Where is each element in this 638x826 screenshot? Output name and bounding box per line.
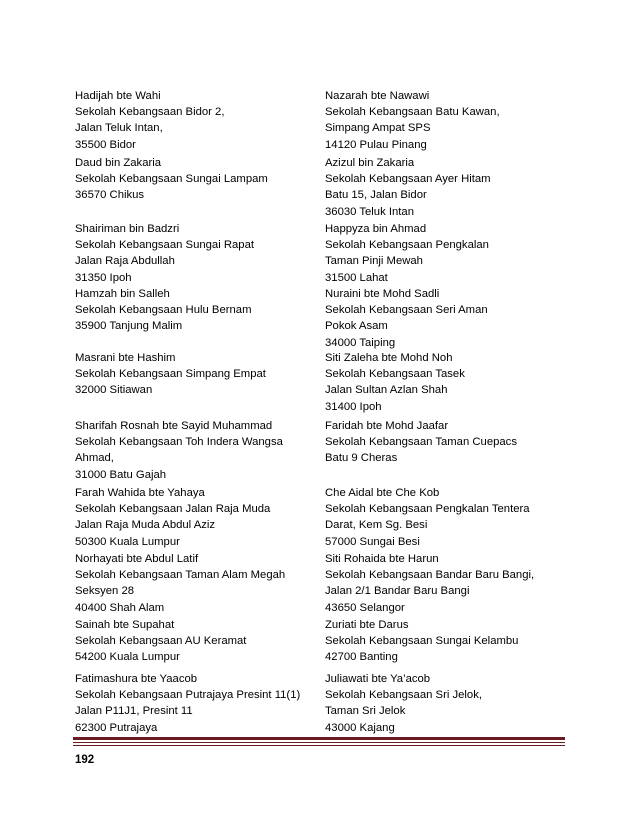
entry-address-line: Ahmad, — [75, 452, 114, 465]
entry-school: Sekolah Kebangsaan Ayer Hitam — [325, 173, 491, 186]
address-entry — [75, 485, 315, 550]
address-entry — [75, 551, 315, 616]
entry-school: Sekolah Kebangsaan Seri Aman — [325, 304, 488, 317]
entry-address-line: 31500 Lahat — [325, 271, 388, 284]
address-entry — [75, 286, 315, 335]
address-entry — [325, 485, 575, 550]
entry-address-line: Seksyen 28 — [75, 585, 135, 598]
entry-address-line: Jalan Raja Muda Abdul Aziz — [75, 519, 216, 532]
address-entry — [75, 617, 315, 666]
entry-name: Nazarah bte Nawawi — [325, 90, 430, 102]
entry-school: Sekolah Kebangsaan Bandar Baru Bangi, — [325, 569, 535, 582]
entry-school: Sekolah Kebangsaan Sungai Kelambu — [325, 635, 519, 648]
entry-name: Shairiman bin Badzri — [75, 223, 180, 235]
entry-school: Sekolah Kebangsaan Sungai Rapat — [75, 239, 255, 252]
address-entry — [325, 221, 575, 286]
entry-address-line: 31000 Batu Gajah — [75, 468, 167, 481]
address-entry — [325, 88, 575, 153]
entry-name: Farah Wahida bte Yahaya — [75, 487, 205, 499]
address-entry — [75, 350, 315, 399]
entry-name: Hadijah bte Wahi — [75, 90, 161, 102]
address-entry — [325, 286, 575, 351]
entry-address-line: 34000 Taiping — [325, 336, 396, 349]
entry-address-line: Taman Pinji Mewah — [325, 255, 423, 268]
entry-name: Azizul bin Zakaria — [325, 157, 415, 169]
entry-name: Siti Zaleha bte Mohd Noh — [325, 352, 453, 364]
entry-school: Sekolah Kebangsaan Simpang Empat — [75, 368, 266, 381]
page-number: 192 — [75, 754, 95, 766]
entry-school: Sekolah Kebangsaan Taman Cuepacs — [325, 436, 517, 449]
entry-address-line: 14120 Pulau Pinang — [325, 138, 427, 151]
entry-school: Sekolah Kebangsaan Batu Kawan, — [325, 106, 500, 119]
entry-address-line: 31400 Ipoh — [325, 400, 382, 413]
entry-name: Hamzah bin Salleh — [75, 288, 170, 300]
entry-address-line: 35500 Bidor — [75, 138, 136, 151]
entry-name: Siti Rohaida bte Harun — [325, 553, 439, 565]
entry-school: Sekolah Kebangsaan Pengkalan — [325, 239, 489, 252]
entry-name: Happyza bin Ahmad — [325, 223, 427, 235]
entry-school: Sekolah Kebangsaan Sungai Lampam — [75, 173, 268, 186]
entry-address-line: 42700 Banting — [325, 651, 398, 664]
entry-address-line: 31350 Ipoh — [75, 271, 132, 284]
address-entry — [325, 617, 575, 666]
entry-address-line: 35900 Tanjung Malim — [75, 320, 183, 333]
address-entry — [75, 671, 315, 736]
entry-address-line: 36030 Teluk Intan — [325, 205, 414, 218]
entry-school: Sekolah Kebangsaan Hulu Bernam — [75, 304, 252, 317]
entry-school: Sekolah Kebangsaan Putrajaya Presint 11(1) — [75, 689, 301, 702]
entry-address-line: Jalan Sultan Azlan Shah — [325, 384, 448, 397]
entry-school: Sekolah Kebangsaan Tasek — [325, 368, 465, 381]
entry-address-line: Jalan P11J1, Presint 11 — [75, 705, 193, 718]
entry-address-line: 50300 Kuala Lumpur — [75, 535, 180, 548]
entry-address-line: 32000 Sitiawan — [75, 384, 153, 397]
footer-rule-thin — [73, 742, 565, 743]
entry-school: Sekolah Kebangsaan Taman Alam Megah — [75, 569, 286, 582]
entry-address-line: Jalan Teluk Intan, — [75, 122, 163, 135]
entry-address-line: 40400 Shah Alam — [75, 601, 165, 614]
entry-name: Zuriati bte Darus — [325, 619, 409, 631]
entry-address-line: Darat, Kem Sg. Besi — [325, 519, 428, 532]
entry-school: Sekolah Kebangsaan Jalan Raja Muda — [75, 503, 271, 516]
address-entry — [325, 551, 575, 616]
entry-name: Che Aidal bte Che Kob — [325, 487, 440, 499]
address-entry — [325, 671, 575, 736]
entry-address-line: 36570 Chikus — [75, 189, 145, 202]
address-entry — [325, 418, 575, 467]
entry-school: Sekolah Kebangsaan Toh Indera Wangsa — [75, 436, 283, 449]
address-entry — [325, 155, 575, 220]
entry-address-line: Simpang Ampat SPS — [325, 122, 431, 135]
entry-address-line: 43000 Kajang — [325, 721, 395, 734]
entry-address-line: Jalan Raja Abdullah — [75, 255, 175, 268]
entry-address-line: Batu 9 Cheras — [325, 452, 398, 465]
entry-address-line: 43650 Selangor — [325, 601, 405, 614]
entry-name: Daud bin Zakaria — [75, 157, 162, 169]
entry-school: Sekolah Kebangsaan Bidor 2, — [75, 106, 225, 119]
entry-address-line: Batu 15, Jalan Bidor — [325, 189, 427, 202]
entry-address-line: Jalan 2/1 Bandar Baru Bangi — [325, 585, 470, 598]
entry-school: Sekolah Kebangsaan AU Keramat — [75, 635, 247, 648]
entry-name: Nuraini bte Mohd Sadli — [325, 288, 440, 300]
entry-name: Fatimashura bte Yaacob — [75, 673, 198, 685]
address-entry — [75, 88, 315, 153]
entry-address-line: 57000 Sungai Besi — [325, 535, 420, 548]
entry-address-line: Taman Sri Jelok — [325, 705, 406, 718]
entry-name: Masrani bte Hashim — [75, 352, 176, 364]
entry-name: Sainah bte Supahat — [75, 619, 175, 631]
footer-rule-thick — [73, 737, 565, 740]
address-entry — [75, 221, 315, 286]
address-entry — [75, 418, 315, 483]
entry-address-line: 62300 Putrajaya — [75, 721, 158, 734]
entry-name: Juliawati bte Ya’acob — [325, 673, 431, 685]
entry-name: Norhayati bte Abdul Latif — [75, 553, 199, 565]
address-entry — [325, 350, 575, 415]
entry-name: Sharifah Rosnah bte Sayid Muhammad — [75, 420, 273, 432]
entry-school: Sekolah Kebangsaan Sri Jelok, — [325, 689, 483, 702]
entry-name: Faridah bte Mohd Jaafar — [325, 420, 449, 432]
entry-school: Sekolah Kebangsaan Pengkalan Tentera — [325, 503, 530, 516]
entry-address-line: Pokok Asam — [325, 320, 388, 333]
entry-address-line: 54200 Kuala Lumpur — [75, 651, 180, 664]
footer-rule-thin-lower — [73, 745, 565, 746]
address-entry — [75, 155, 315, 204]
